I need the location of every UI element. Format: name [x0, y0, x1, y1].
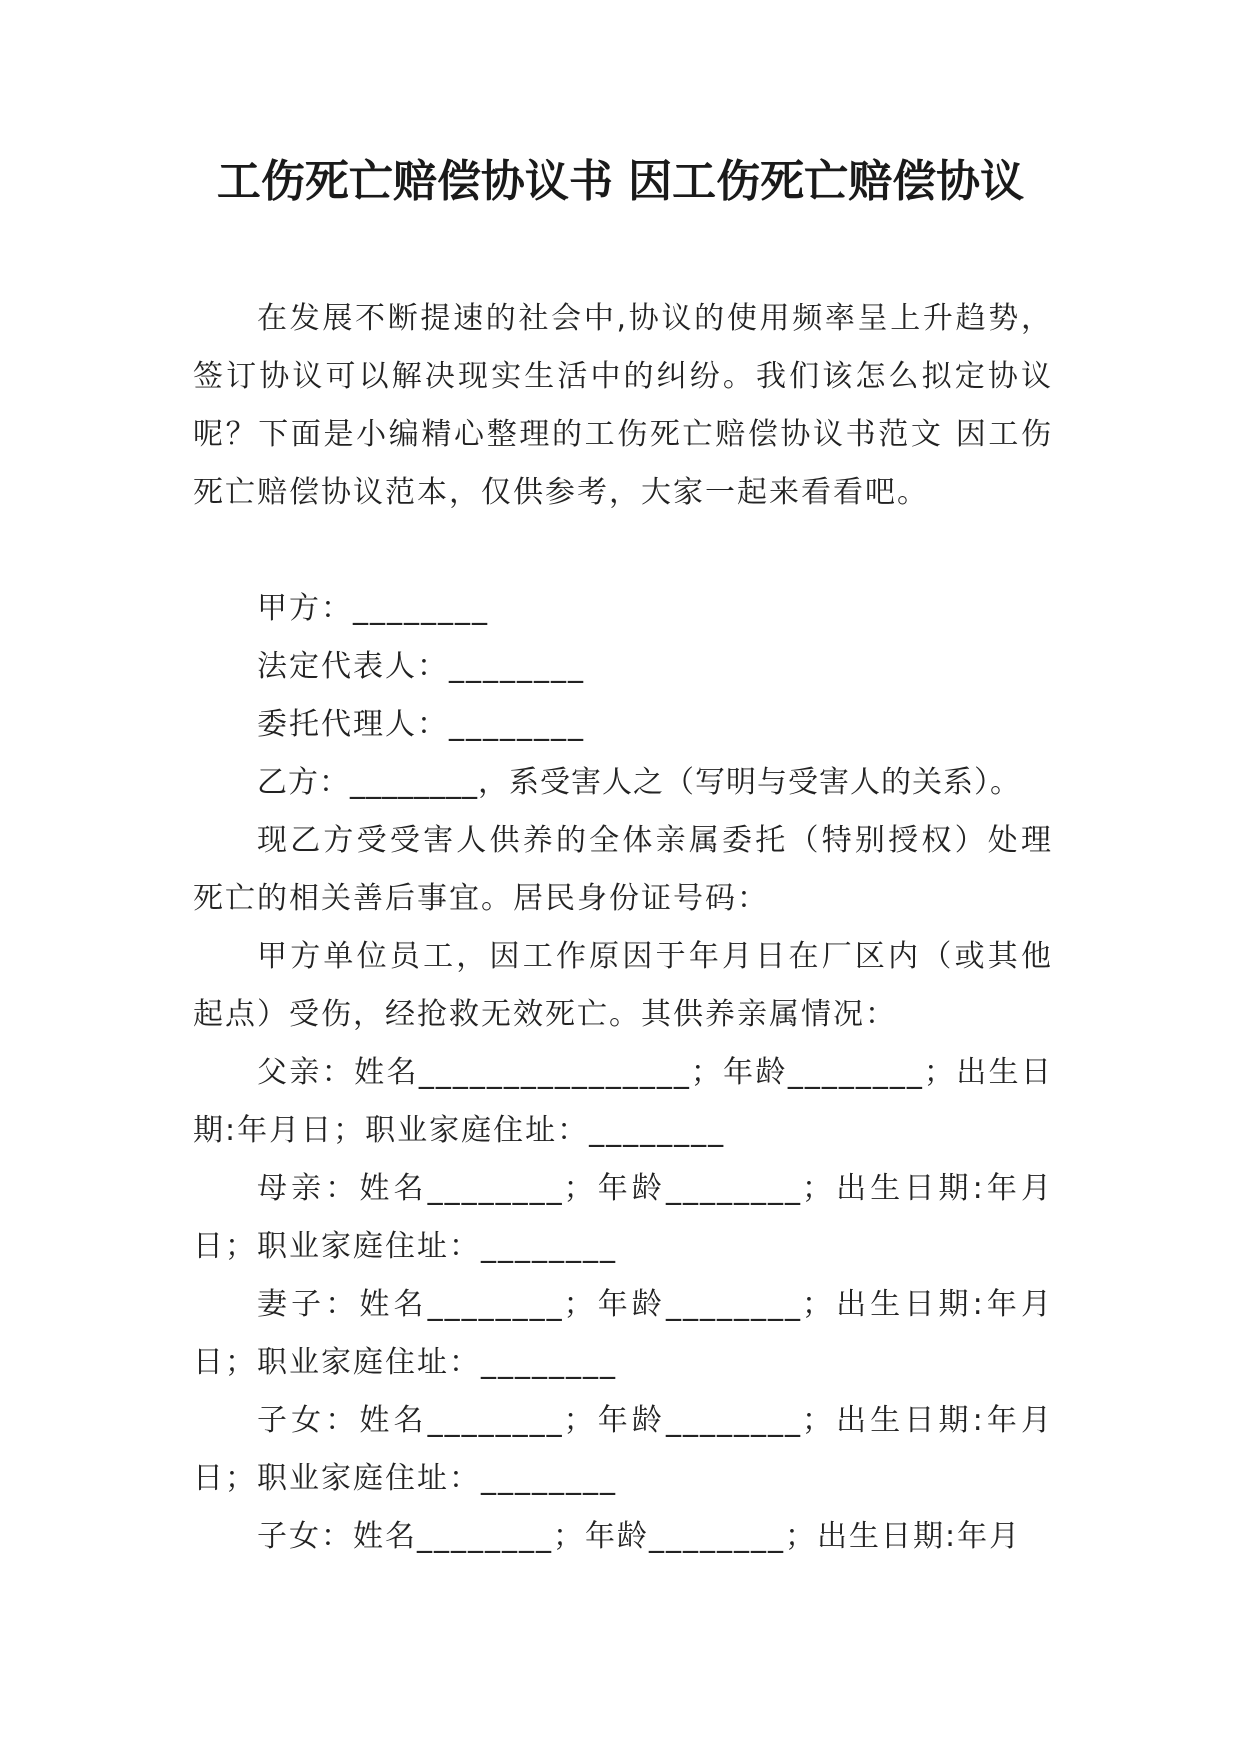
- mother-paragraph: 母亲：姓名________；年龄________；出生日期:年月日；职业家庭住址：________: [193, 1171, 1053, 1264]
- document-title: 工伤死亡赔偿协议书 因工伤死亡赔偿协议: [216, 156, 1025, 207]
- intro-paragraph: 在发展不断提速的社会中,协议的使用频率呈上升趋势，签订协议可以解决现实生活中的纠纷。我们该怎么拟定协议呢？下面是小编精心整理的工伤死亡赔偿协议书范文 因工伤死亡赔偿协议范本，仅供参考，大家一起来看看吧。: [193, 301, 1053, 510]
- party-b-line: 乙方：________，系受害人之（写明与受害人的关系）。: [257, 765, 1021, 800]
- agent-line: 委托代理人：________: [257, 707, 585, 742]
- document-body: [193, 290, 1053, 1566]
- entrusted-paragraph: 现乙方受受害人供养的全体亲属委托（特别授权）处理死亡的相关善后事宜。居民身份证号码：: [193, 823, 1053, 916]
- child-paragraph-2: 子女：姓名________；年龄________；出生日期:年月: [257, 1519, 1022, 1554]
- father-paragraph: 父亲：姓名________________；年龄________；出生日期:年月日；职业家庭住址：________: [193, 1055, 1053, 1148]
- legal-rep-line: 法定代表人：________: [257, 649, 585, 684]
- party-a-line: 甲方：________: [257, 591, 489, 626]
- child-paragraph-1: 子女：姓名________；年龄________；出生日期:年月日；职业家庭住址：________: [193, 1403, 1053, 1496]
- incident-paragraph: 甲方单位员工，因工作原因于年月日在厂区内（或其他起点）受伤，经抢救无效死亡。其供养亲属情况：: [193, 939, 1053, 1032]
- wife-paragraph: 妻子：姓名________；年龄________；出生日期:年月日；职业家庭住址：________: [193, 1287, 1053, 1380]
